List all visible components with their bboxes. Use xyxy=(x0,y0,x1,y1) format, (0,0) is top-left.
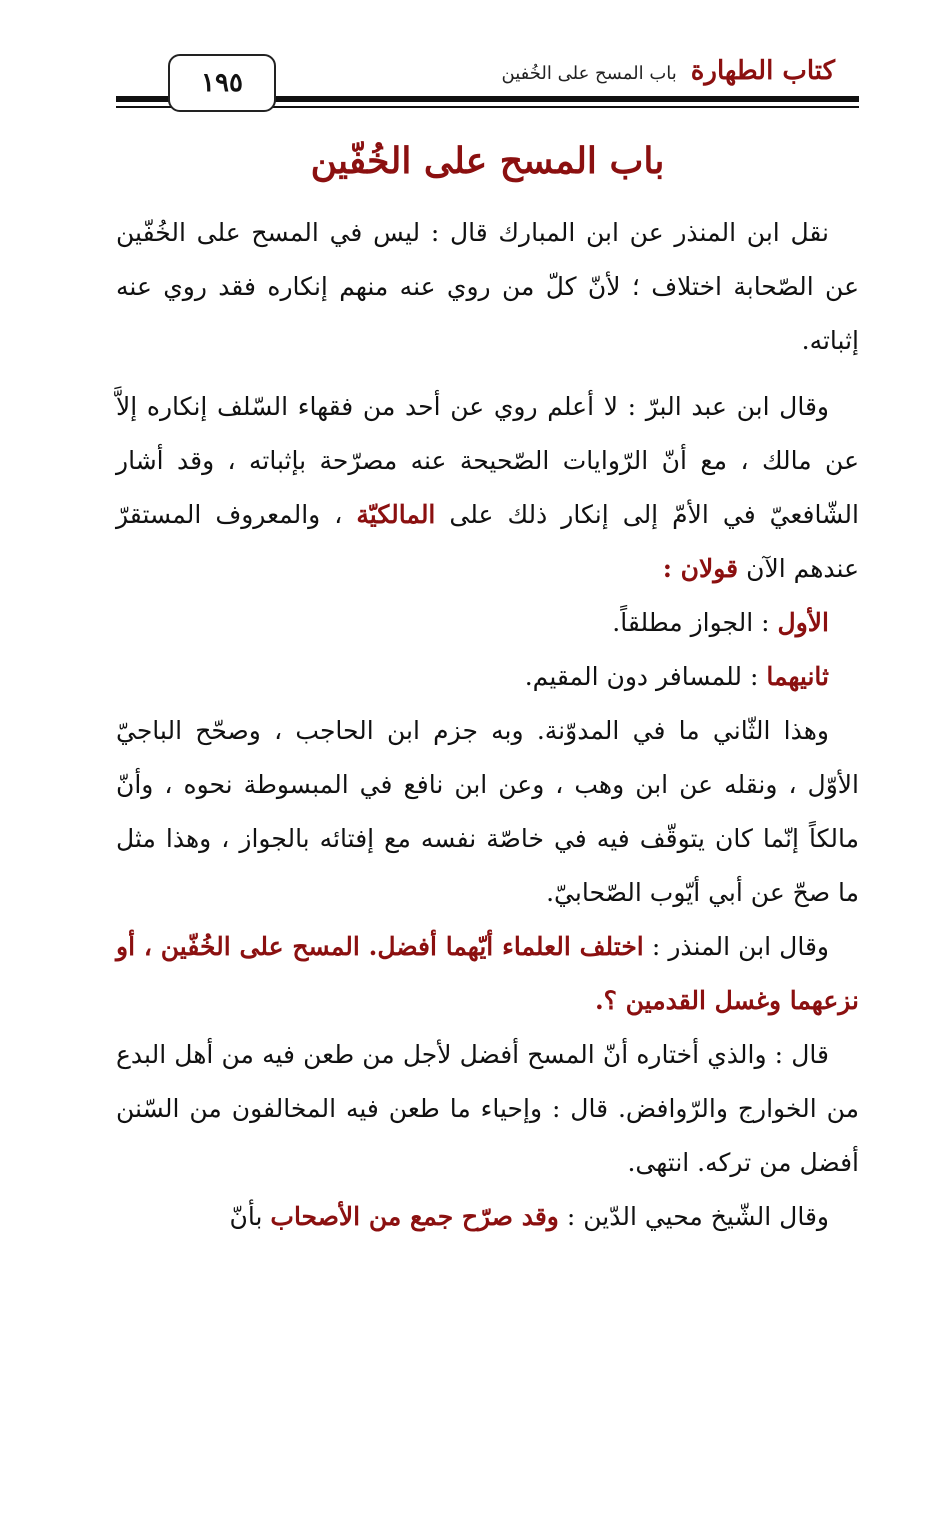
book-title: كتاب الطهارة xyxy=(690,56,835,86)
body-text xyxy=(116,206,859,1244)
paragraph-2-text-a: وقال ابن عبد البرّ : لا أعلم روي عن أحد من فقهاء السّلف إنكاره إلاَّ عن مالك ، مع أنّ الرّوايات الصّحيحة عنه مصرّحة بإثباته ، وقد أشار الشّافعيّ في الأمّ إلى إنكار ذلك على xyxy=(116,392,859,529)
paragraph-6-text: وقال ابن المنذر : xyxy=(651,932,829,961)
label-first: الأول xyxy=(777,608,829,637)
second-opinion-text: : للمسافر دون المقيم. xyxy=(524,662,759,691)
paragraph-6 xyxy=(116,920,859,1028)
paragraph-2-text-b: ، والمعروف المستقرّ عندهم الآن xyxy=(116,500,859,583)
highlight-companions: وقد صرّح جمع من الأصحاب xyxy=(270,1202,559,1231)
highlight-scholars-differ: اختلف العلماء أيّهما أفضل. المسح على الخُفّين ، أو نزعهما وغسل القدمين ؟. xyxy=(116,932,859,1015)
chapter-subtitle: باب المسح على الخُفين xyxy=(501,63,677,84)
paragraph-2 xyxy=(116,380,859,596)
paragraph-7: قال : والذي أختاره أنّ المسح أفضل لأجل من طعن فيه من أهل البدع من الخوارج والرّوافض. قال : وإحياء ما طعن فيه المخالفون من السّنن أفضل من تركه. انتهى. xyxy=(116,1040,859,1177)
paragraph-8-text-a: وقال الشّيخ محيي الدّين : xyxy=(566,1202,829,1231)
paragraph-second-opinion xyxy=(116,650,859,704)
paragraph-1: نقل ابن المنذر عن ابن المبارك قال : ليس في المسح على الخُفّين عن الصّحابة اختلاف ؛ لأنّ كلّ من روي عنه منهم إنكاره فقد روي عنه إثباته. xyxy=(116,218,859,355)
running-head xyxy=(502,56,835,86)
page-number: ١٩٥ xyxy=(201,68,243,98)
label-second: ثانيهما xyxy=(766,662,829,691)
page-number-box xyxy=(168,54,276,112)
paragraph-8 xyxy=(116,1190,859,1244)
highlight-malikiyya: المالكيّة xyxy=(356,500,436,529)
paragraph-5: وهذا الثّاني ما في المدوّنة. وبه جزم ابن الحاجب ، وصحّح الباجيّ الأوّل ، ونقله عن ابن وهب ، وعن ابن نافع في المبسوطة نحوه ، وأنّ مالكاً إنّما كان يتوقّف فيه في خاصّة نفسه مع إفتائه بالجواز ، وهذا مثل ما صحّ عن أبي أيّوب الصّحابيّ. xyxy=(116,716,859,907)
first-opinion-text: : الجواز مطلقاً. xyxy=(612,608,770,637)
chapter-title: باب المسح على الخُفّين xyxy=(310,140,665,182)
highlight-two-opinions: قولان : xyxy=(662,554,739,583)
paragraph-8-text-b: بأنّ xyxy=(229,1202,263,1231)
paragraph-first-opinion xyxy=(116,596,859,650)
